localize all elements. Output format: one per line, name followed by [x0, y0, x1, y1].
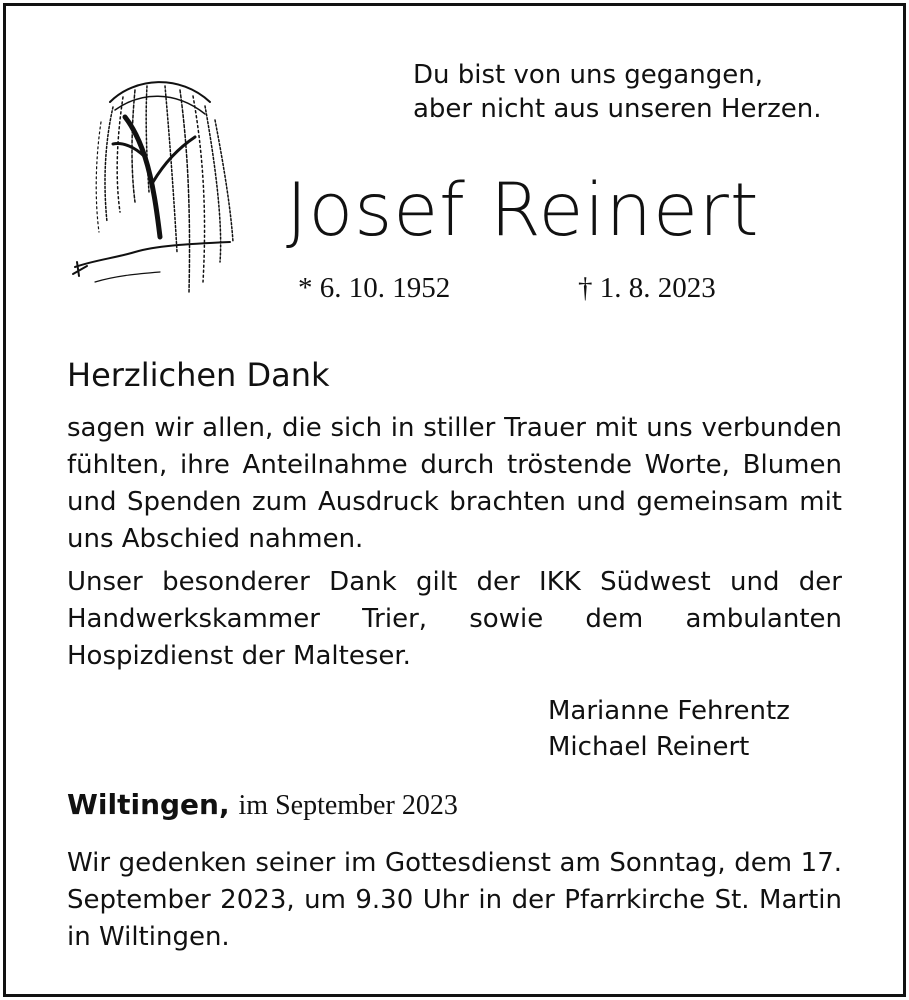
motto	[413, 58, 822, 126]
thanks-paragraph: sagen wir allen, die sich in stiller Trauer mit uns verbunden fühlten, ihre Anteilnahme durch tröstende Worte, Blumen und Spenden zum Ausdruck brachten und gemeinsam mit uns Abschied nahmen.	[67, 413, 842, 554]
special-thanks-paragraph: Unser besonderer Dank gilt der IKK Südwest und der Handwerkskammer Trier, sowie dem ambulanten Hospizdienst der Malteser.	[67, 567, 842, 671]
thanks-heading: Herzlichen Dank	[67, 356, 330, 394]
memorial-service-paragraph: Wir gedenken seiner im Gottesdienst am Sonntag, dem 17. September 2023, um 9.30 Uhr in der Pfarrkirche St. Martin in Wiltingen.	[67, 848, 842, 952]
signers	[548, 693, 790, 765]
motto-line-2: aber nicht aus unseren Herzen.	[413, 94, 822, 124]
signer-name: Michael Reinert	[548, 732, 750, 762]
signer-name: Marianne Fehrentz	[548, 696, 790, 726]
weeping-willow-icon	[65, 62, 245, 312]
deceased-name: Josef Reinert	[286, 168, 760, 253]
motto-line-1: Du bist von uns gegangen,	[413, 60, 763, 90]
notice-date: im September 2023	[238, 790, 458, 821]
birth-date: * 6. 10. 1952	[298, 272, 451, 304]
death-date: † 1. 8. 2023	[578, 272, 716, 304]
place-name: Wiltingen,	[67, 788, 230, 821]
place-date-line	[67, 787, 458, 824]
